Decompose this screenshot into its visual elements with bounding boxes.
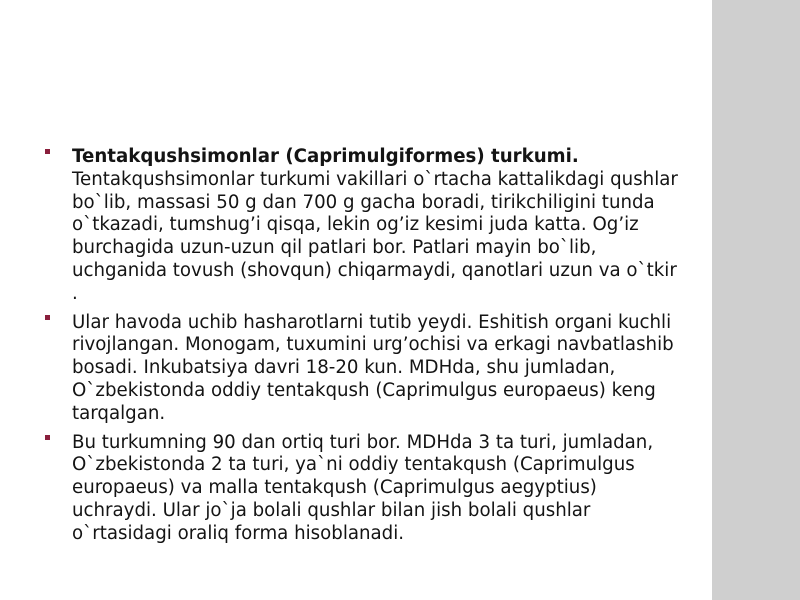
- bullet-1-bold-heading: Tentakqushsimonlar (Caprimulgiformes) turkumi.: [72, 146, 579, 167]
- bullet-list: [44, 146, 684, 552]
- bullet-3-text: Bu turkumning 90 dan ortiq turi bor. MDHda 3 ta turi, jumladan, O`zbekistonda 2 ta turi, ya`ni oddiy tentakqush (Caprimulgus europaeus) va malla tentakqush (Caprimulgus aegyptius) uchraydi. Ular jo`ja bolali qushlar bilan jish bolali qushlar o`rtasidagi oraliq forma hisoblanadi.: [72, 431, 654, 544]
- bullet-marker-icon: [45, 315, 50, 320]
- bullet-1-text: Tentakqushsimonlar turkumi vakillari o`rtacha kattalikdagi qushlar bo`lib, massasi 50 g dan 700 g gacha boradi, tirikchiligini tunda o`tkazadi, tumshug’i qisqa, lekin og’iz kesimi juda katta. Og’iz burchagida uzun-uzun qil patlari bor. Patlari mayin bo`lib, uchganida tovush (shovqun) chiqarmaydi, qanotlari uzun va o`tkir .: [72, 168, 678, 304]
- bullet-item-1: [44, 146, 684, 306]
- bullet-item-2: [44, 312, 684, 426]
- bullet-2-text: Ular havoda uchib hasharotlarni tutib yeydi. Eshitish organi kuchli rivojlangan. Monogam, tuxumini urg’ochisi va erkagi navbatlashib bosadi. Inkubatsiya davri 18-20 kun. MDHda, shu jumladan, O`zbekistonda oddiy tentakqush (Caprimulgus europaeus) keng tarqalgan.: [72, 311, 674, 424]
- bullet-item-3: [44, 432, 684, 546]
- bullet-marker-icon: [45, 435, 50, 440]
- side-decorative-band: [712, 0, 800, 600]
- bullet-marker-icon: [45, 149, 50, 154]
